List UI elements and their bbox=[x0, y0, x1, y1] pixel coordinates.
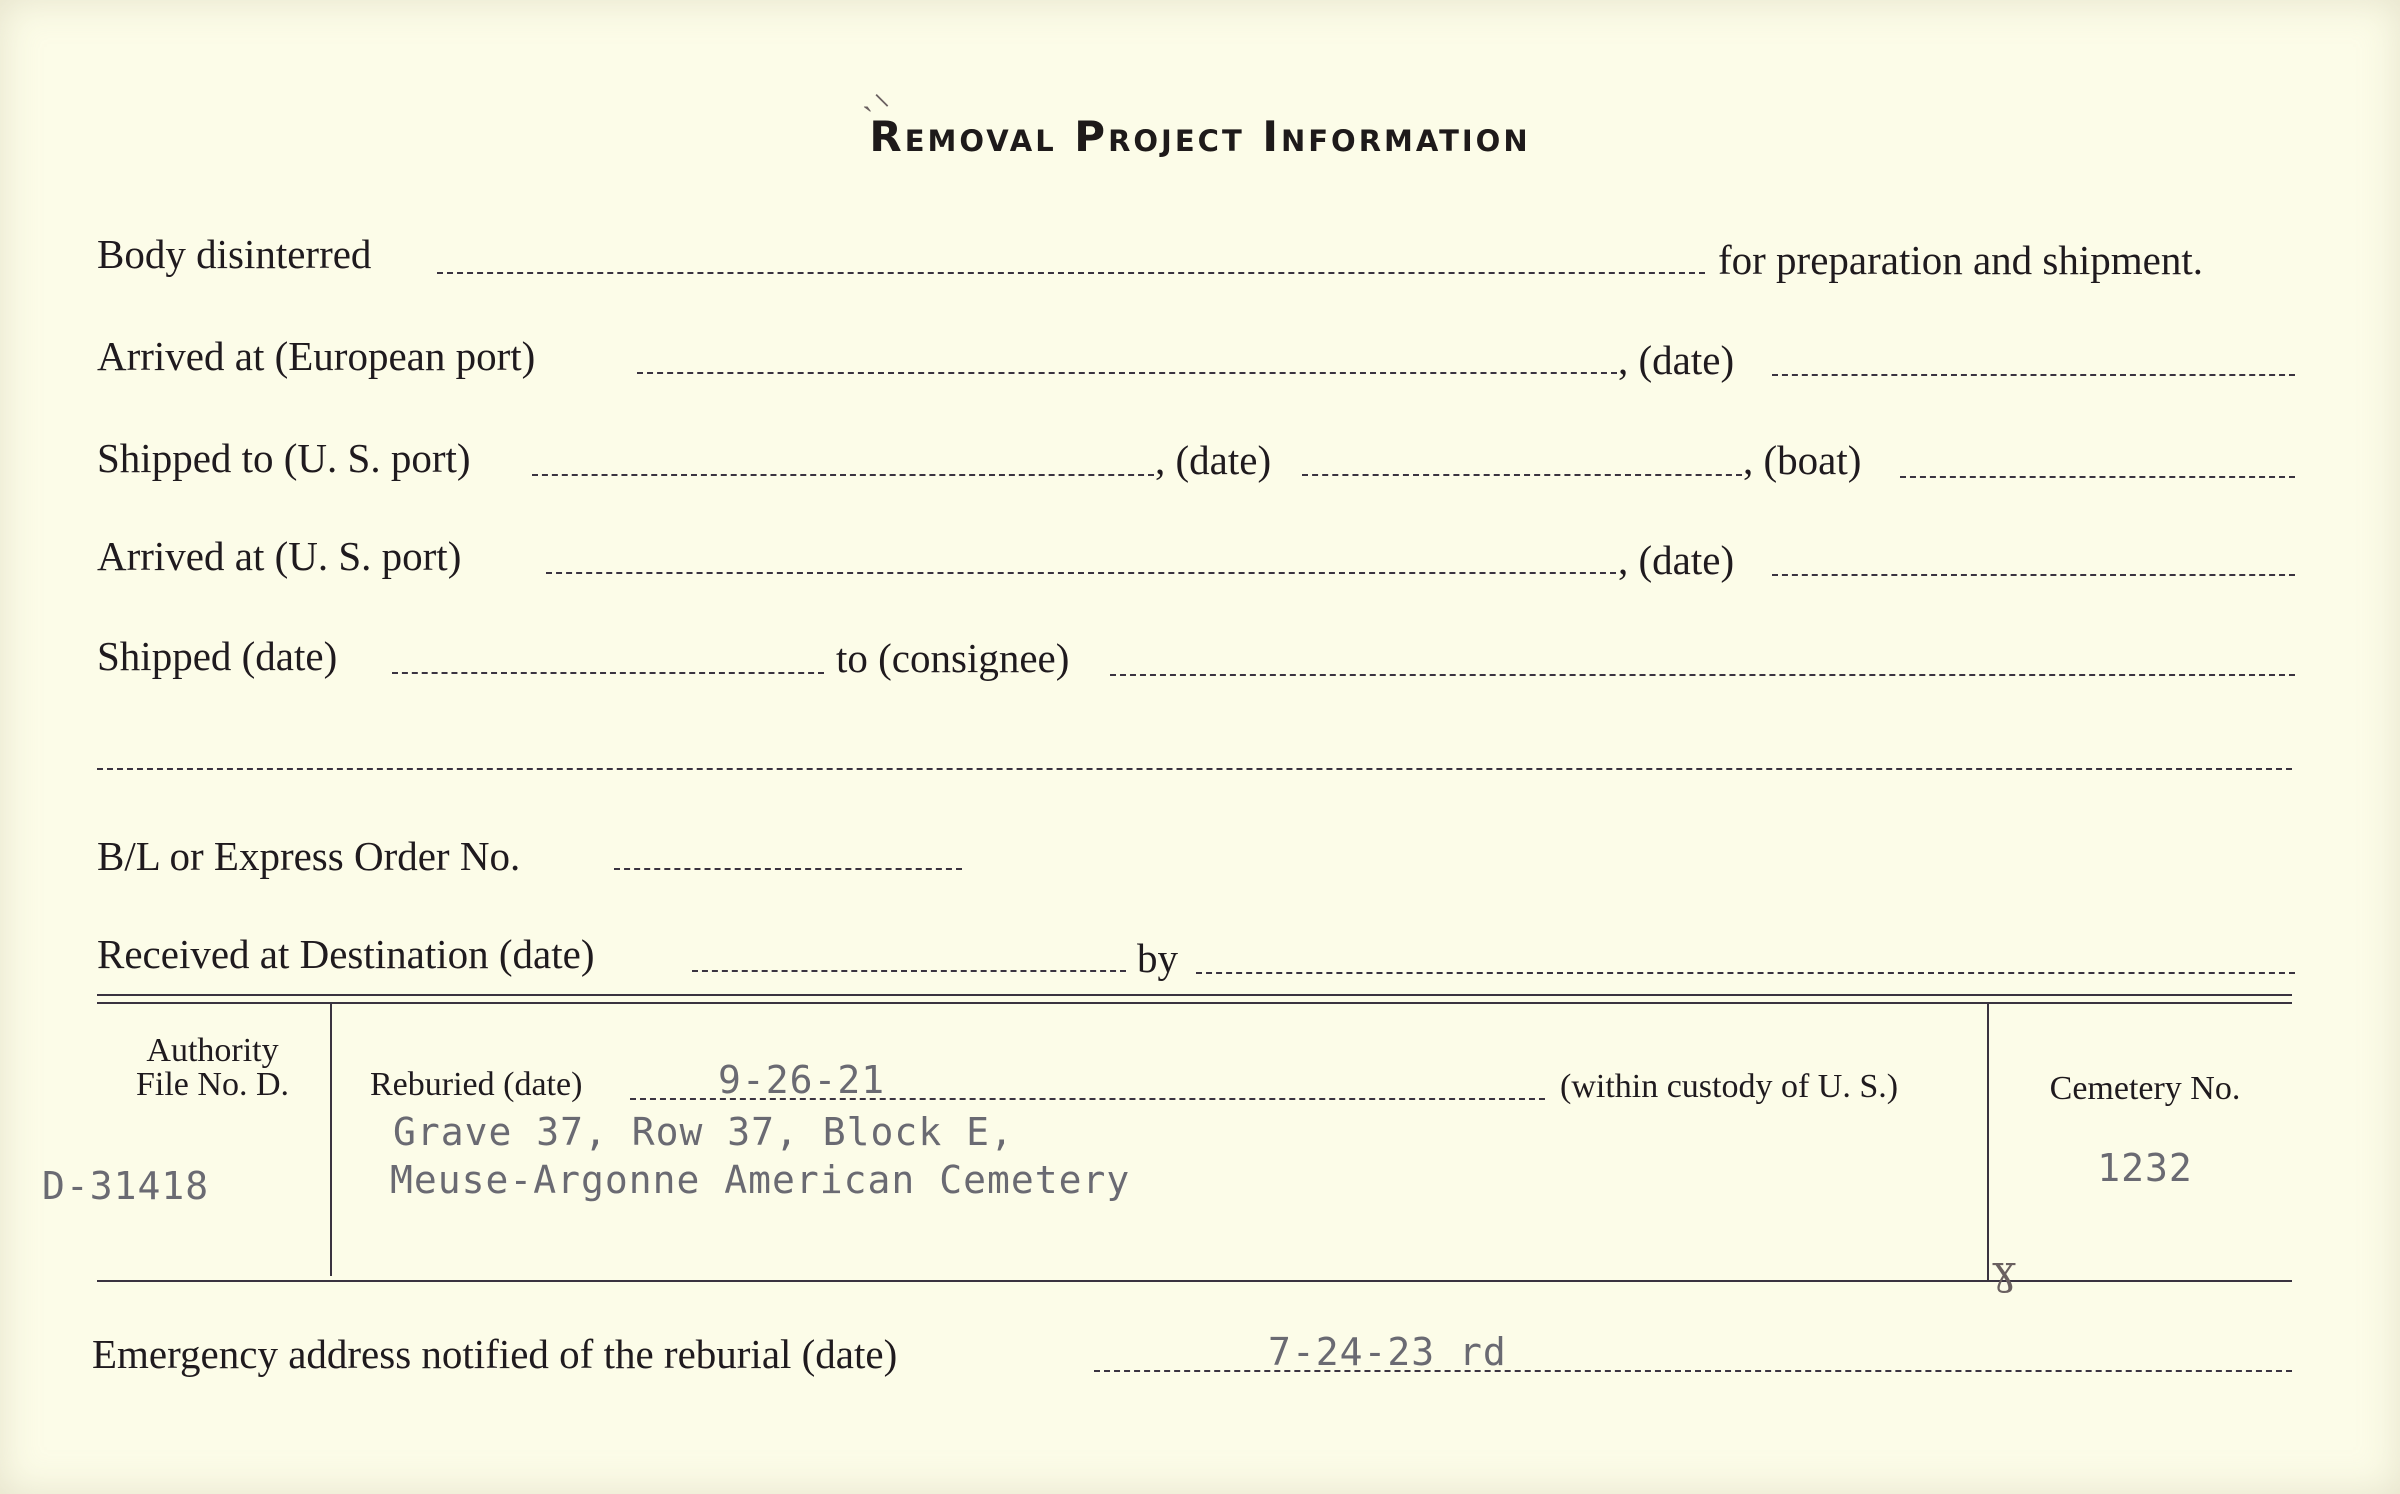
bl-express-line bbox=[614, 868, 962, 870]
reburied-value: 9-26-21 bbox=[718, 1058, 886, 1102]
shipped-to-us-label: Shipped to (U. S. port) bbox=[97, 435, 471, 481]
boat-line bbox=[1900, 476, 2295, 478]
arrived-european-label: Arrived at (European port) bbox=[97, 333, 536, 379]
by-line bbox=[1196, 972, 2295, 974]
box-divider-left bbox=[330, 1004, 332, 1276]
arrived-european-line bbox=[637, 372, 1617, 374]
consignee-continuation-line bbox=[97, 768, 2292, 770]
custody-label: (within custody of U. S.) bbox=[1560, 1068, 1899, 1105]
reburied-label: Reburied (date) bbox=[370, 1066, 583, 1103]
consignee-line bbox=[1110, 674, 2295, 676]
to-consignee-label: to (consignee) bbox=[836, 635, 1070, 681]
by-label: by bbox=[1137, 935, 1178, 981]
cemetery-no-value: 1232 bbox=[2097, 1146, 2193, 1190]
grave-location-line2: Meuse-Argonne American Cemetery bbox=[390, 1158, 1131, 1202]
bl-express-label: B/L or Express Order No. bbox=[97, 833, 521, 879]
received-destination-label: Received at Destination (date) bbox=[97, 931, 595, 977]
date1-line bbox=[1772, 374, 2295, 376]
date2-line bbox=[1302, 474, 1742, 476]
shipped-date-line bbox=[392, 672, 824, 674]
box-bottom-rule bbox=[97, 1280, 2292, 1282]
grave-location-line1: Grave 37, Row 37, Block E, bbox=[393, 1110, 1014, 1154]
date1-label: , (date) bbox=[1618, 337, 1735, 383]
shipped-to-us-line bbox=[532, 474, 1154, 476]
body-disinterred-label: Body disinterred bbox=[97, 231, 372, 277]
body-disinterred-line bbox=[437, 272, 1705, 274]
date3-line bbox=[1772, 574, 2295, 576]
arrived-us-label: Arrived at (U. S. port) bbox=[97, 533, 462, 579]
box-divider-right bbox=[1987, 1004, 1989, 1280]
file-no-label: File No. D. bbox=[136, 1066, 289, 1103]
authority-label: Authority bbox=[146, 1032, 279, 1069]
cemetery-no-label: Cemetery No. bbox=[2049, 1070, 2241, 1107]
stray-ink-mark: ˏ⸜ bbox=[862, 73, 891, 113]
emergency-value: 7-24-23 rd bbox=[1268, 1330, 1507, 1374]
arrived-us-line bbox=[546, 572, 1616, 574]
handwritten-check-mark: ɣ bbox=[1992, 1248, 2016, 1294]
boat-label: , (boat) bbox=[1743, 437, 1862, 483]
box-top-rule-1 bbox=[97, 994, 2292, 996]
file-no-value: D-31418 bbox=[42, 1164, 210, 1208]
shipped-date-label: Shipped (date) bbox=[97, 633, 338, 679]
form-title: Removal Project Information bbox=[869, 112, 1531, 161]
date2-label: , (date) bbox=[1155, 437, 1272, 483]
emergency-label: Emergency address notified of the reburial (date) bbox=[92, 1331, 898, 1377]
for-preparation-label: for preparation and shipment. bbox=[1718, 237, 2204, 283]
received-destination-line bbox=[692, 970, 1126, 972]
date3-label: , (date) bbox=[1618, 537, 1735, 583]
box-top-rule-2 bbox=[97, 1002, 2292, 1004]
